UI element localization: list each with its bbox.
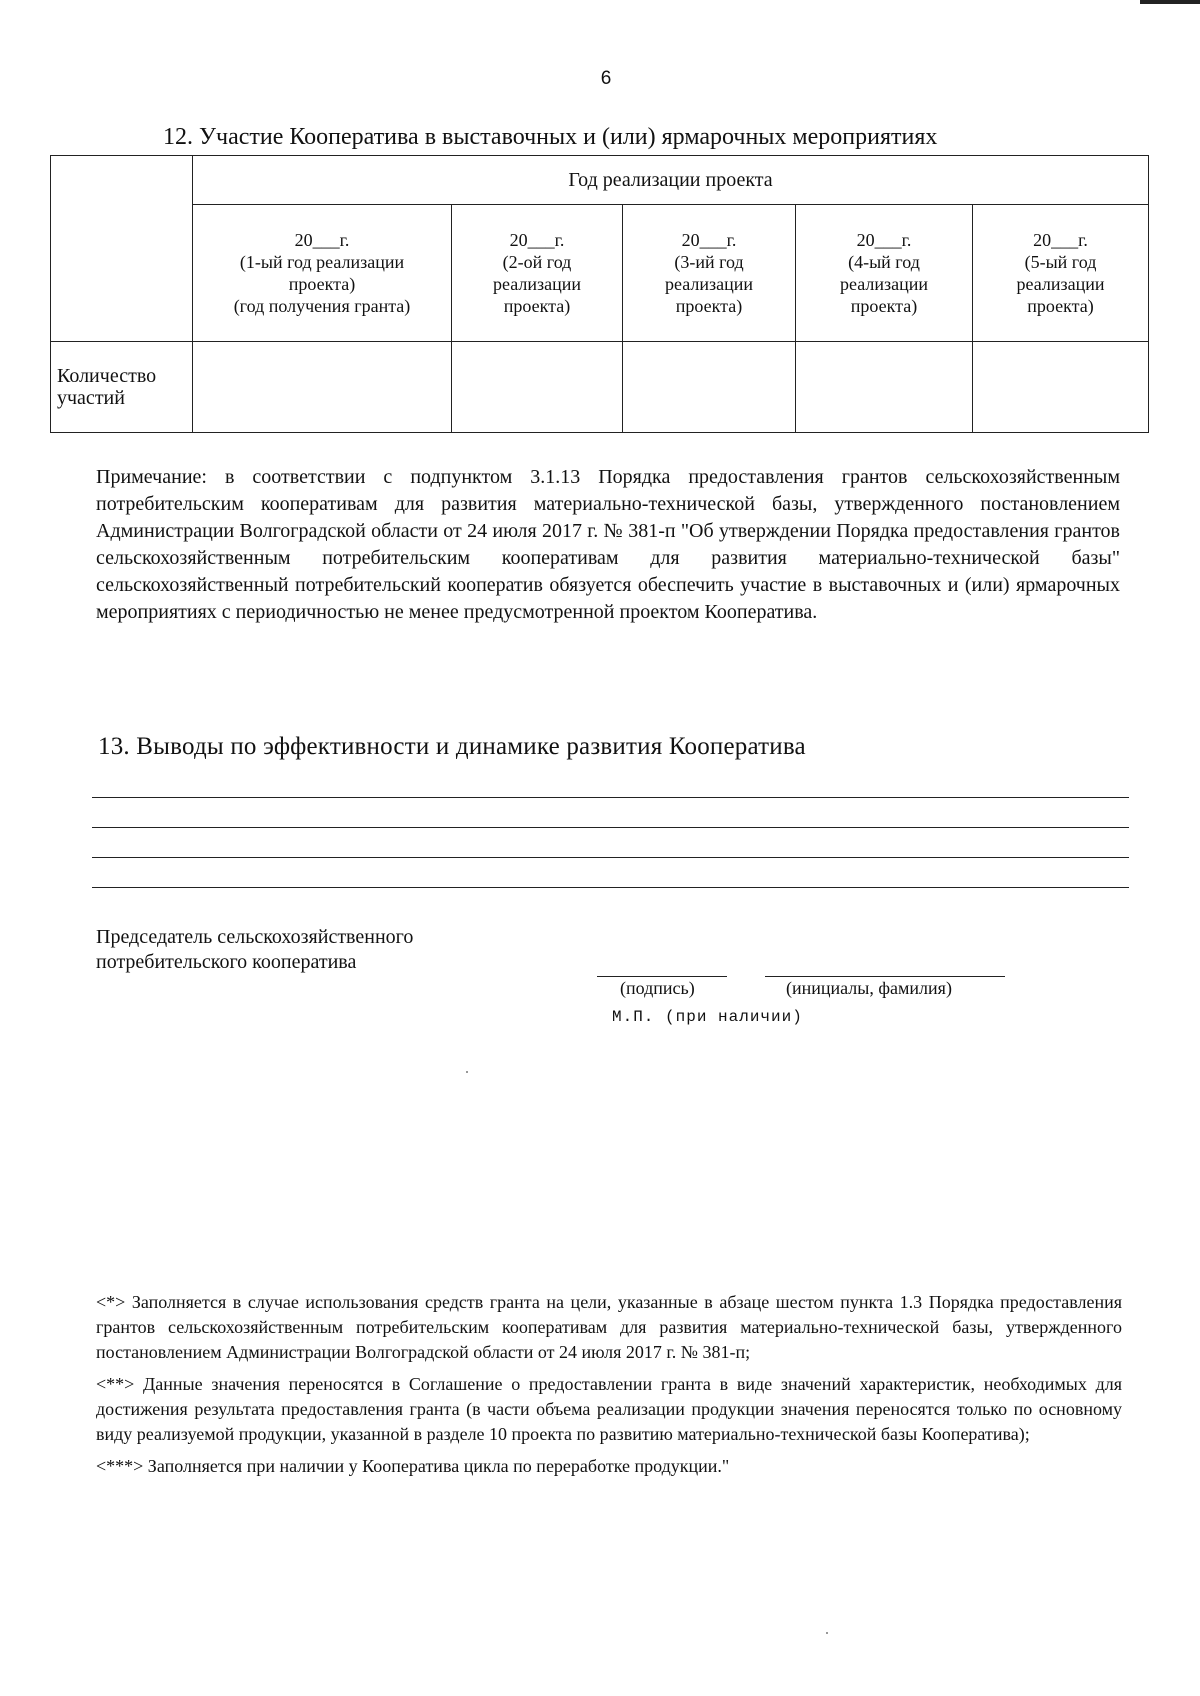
participations-year-4[interactable] bbox=[796, 342, 973, 433]
table-corner-cell bbox=[51, 156, 193, 342]
participations-year-1[interactable] bbox=[193, 342, 452, 433]
year-column-1: 20___г. (1-ый год реализации проекта) (год получения гранта) bbox=[193, 205, 452, 342]
signature-caption: (подпись) bbox=[620, 978, 695, 998]
footnote-1: <*> Заполняется в случае использования средств гранта на цели, указанные в абзаце шестом пункта 1.3 Порядка предоставления грантов сельскохозяйственным потребительским кооперативам для развития материально-технической базы, утвержденного постановлением Администрации Волгоградской области от 24 июля 2017 г. № 381-п; bbox=[96, 1292, 1122, 1362]
note-paragraph: Примечание: в соответствии с подпунктом 3.1.13 Порядка предоставления грантов сельскохозяйственным потребительским кооперативам для развития материально-технической базы, утвержденного постановлением Администрации Волгоградской области от 24 июля 2017 г. № 381-п "Об утверждении Порядка предоставления грантов сельскохозяйственным потребительским кооперативам для развития материально-технической базы" сельскохозяйственный потребительский кооператив обязуется обеспечить участие в выставочных и (или) ярмарочных мероприятиях с периодичностью не менее предусмотренной проектом Кооператива. bbox=[96, 466, 1120, 623]
conclusion-line-1[interactable] bbox=[92, 797, 1129, 798]
name-caption: (инициалы, фамилия) bbox=[786, 978, 952, 998]
signer-title: Председатель сельскохозяйственного потребительского кооператива bbox=[96, 926, 414, 973]
exhibitions-table bbox=[50, 155, 1149, 433]
section-13-title: 13. Выводы по эффективности и динамике развития Кооператива bbox=[98, 733, 806, 760]
row-label-participations: Количество участий bbox=[51, 342, 193, 433]
scan-speck bbox=[466, 1071, 468, 1073]
conclusion-line-2[interactable] bbox=[92, 827, 1129, 828]
signature-line[interactable] bbox=[597, 976, 727, 977]
participations-year-5[interactable] bbox=[973, 342, 1149, 433]
year-column-4: 20___г. (4-ый год реализации проекта) bbox=[796, 205, 973, 342]
footnote-3: <***> Заполняется при наличии у Кооператива цикла по переработке продукции." bbox=[96, 1456, 730, 1476]
participations-year-3[interactable] bbox=[623, 342, 796, 433]
scan-corner-mark bbox=[1140, 0, 1200, 4]
table-header: Год реализации проекта bbox=[193, 156, 1149, 205]
section-12-title: 12. Участие Кооператива в выставочных и (или) ярмарочных мероприятиях bbox=[163, 124, 938, 150]
name-line[interactable] bbox=[765, 976, 1005, 977]
year-column-3: 20___г. (3-ий год реализации проекта) bbox=[623, 205, 796, 342]
page-number: 6 bbox=[600, 68, 612, 89]
year-column-2: 20___г. (2-ой год реализации проекта) bbox=[452, 205, 623, 342]
year-column-5: 20___г. (5-ый год реализации проекта) bbox=[973, 205, 1149, 342]
scan-speck bbox=[826, 1632, 828, 1634]
conclusion-line-3[interactable] bbox=[92, 857, 1129, 858]
footnote-2: <**> Данные значения переносятся в Соглашение о предоставлении гранта в виде значений характеристик, необходимых для достижения результата предоставления гранта (в части объема реализации продукции значения переносятся только по основному виду реализуемой продукции, указанной в разделе 10 проекта по развитию материально-технической базы Кооператива); bbox=[96, 1374, 1122, 1444]
stamp-note: М.П. (при наличии) bbox=[612, 1008, 803, 1026]
conclusion-line-4[interactable] bbox=[92, 887, 1129, 888]
footnotes bbox=[96, 1290, 1122, 1486]
participations-year-2[interactable] bbox=[452, 342, 623, 433]
